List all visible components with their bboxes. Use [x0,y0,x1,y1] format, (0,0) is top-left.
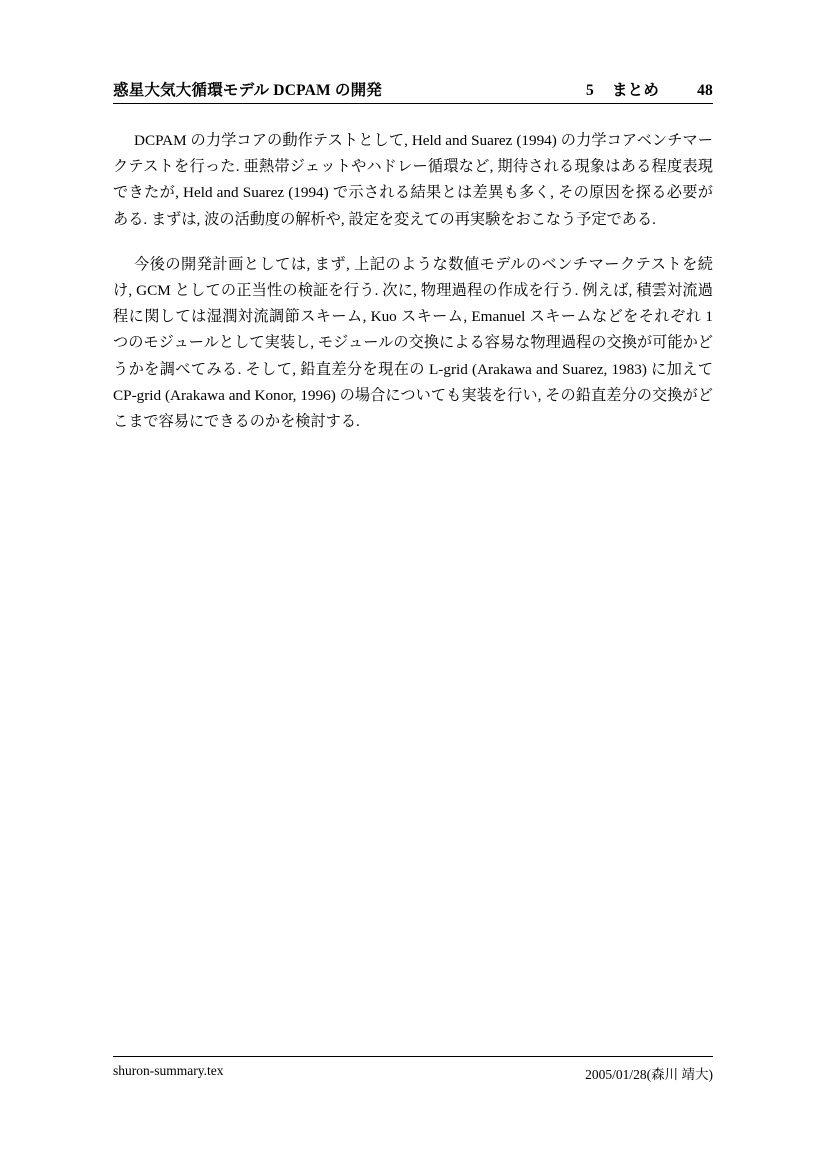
footer-filename: shuron-summary.tex [113,1063,224,1078]
footer-date-author: 2005/01/28(森川 靖大) [585,1067,713,1082]
header-document-title: 惑星大気大循環モデル DCPAM の開発 [113,82,383,99]
header-section-number: 5 [586,82,594,99]
body-paragraph: 今後の開発計画としては, まず, 上記のような数値モデルのベンチマークテストを続け, GCM としての正当性の検証を行う. 次に, 物理過程の作成を行う. 例えば, 積雲対流過程に関しては湿潤対流調節スキーム, Kuo スキーム, Emanuel スキームなどをそれぞれ 1 つのモジュールとして実装し, モジュールの交換による容易な物理過程の交換が可能かどうかを調べてみる. そして, 鉛直差分を現在の L-grid (Arakawa and Suarez, 1983) に加えて CP-grid (Arakawa and Konor, 1996) の場合についても実装を行い, その鉛直差分の交換がどこまで容易にできるのかを検討する. [113,255,713,431]
header-section-info [586,78,713,100]
header-section-title: まとめ [611,82,660,99]
footer-divider [113,1056,713,1057]
page-header [113,78,713,100]
page-body [113,128,713,454]
body-paragraph: DCPAM の力学コアの動作テストとして, Held and Suarez (1994) の力学コアベンチマークテストを行った. 亜熱帯ジェットやハドレー循環など, 期待される現象はある程度表現できたが, Held and Suarez (1994) で示される結果とは差異も多く, その原因を探る必要がある. まずは, 波の活動度の解析や, 設定を変えての再実験をおこなう予定である. [113,132,713,228]
header-divider [113,103,713,104]
page-footer [113,1063,713,1083]
header-page-number: 48 [697,82,713,99]
